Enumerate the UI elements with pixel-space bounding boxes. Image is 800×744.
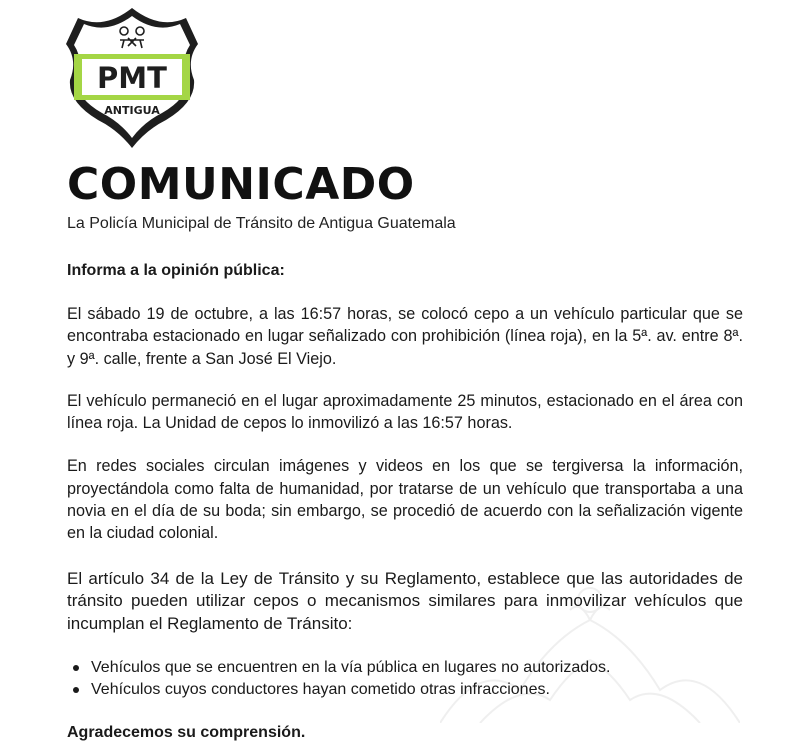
svg-text:PMT: PMT <box>97 61 167 95</box>
list-item-text: Vehículos cuyos conductores hayan cometido otras infracciones. <box>91 681 550 699</box>
document-title: COMUNICADO <box>67 159 415 210</box>
closing-line: Agradecemos su comprensión. <box>67 724 306 742</box>
bullet-list <box>67 657 743 701</box>
pmt-logo <box>62 2 202 152</box>
paragraph: El vehículo permaneció en el lugar aproximadamente 25 minutos, estacionado en el área con línea roja. La Unidad de cepos lo inmovilizó a las 16:57 horas. <box>67 391 743 433</box>
issuer-subtitle: La Policía Municipal de Tránsito de Antigua Guatemala <box>67 215 456 232</box>
bullet-icon <box>73 665 79 671</box>
bullet-icon <box>73 687 79 693</box>
list-item <box>73 657 743 679</box>
communique-body <box>67 156 743 744</box>
paragraph: En redes sociales circulan imágenes y videos en los que se tergiversa la información, proyectándola como falta de humanidad, por tratarse de un vehículo que transportaba a una novia en el día de su boda; sin embargo, se procedió de acuerdo con la señalización vigente en la ciudad colonial. <box>67 457 743 543</box>
paragraph: El artículo 34 de la Ley de Tránsito y su Reglamento, establece que las autoridades de tránsito pueden utilizar cepos o mecanismos similares para inmovilizar vehículos que incumplan el Reglamento de Tránsito: <box>67 568 743 633</box>
shield-badge-icon <box>62 2 202 152</box>
paragraph: El sábado 19 de octubre, a las 16:57 horas, se colocó cepo a un vehículo particular que se encontraba estacionado en lugar señalizado con prohibición (línea roja), en la 5ª. av. entre 8ª. y 9ª. calle, frente a San José El Viejo. <box>67 305 743 368</box>
list-item-text: Vehículos que se encuentren en la vía pública en lugares no autorizados. <box>91 659 611 677</box>
intro-heading: Informa a la opinión pública: <box>67 262 285 279</box>
svg-text:ANTIGUA: ANTIGUA <box>104 104 160 117</box>
list-item <box>73 679 743 701</box>
